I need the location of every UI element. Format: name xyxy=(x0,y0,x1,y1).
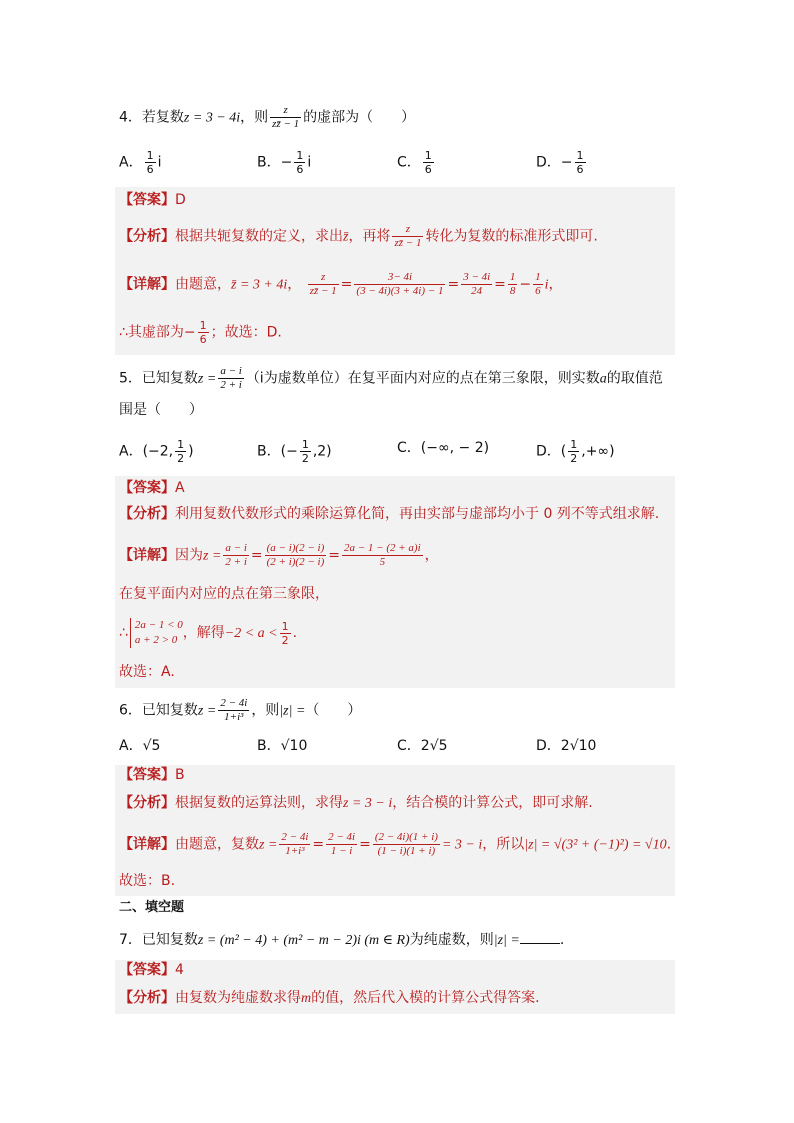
denominator: 6 xyxy=(199,333,207,346)
option-label: A． xyxy=(119,738,143,754)
option-left: (− xyxy=(280,443,298,460)
q6-option-c[interactable] xyxy=(397,736,448,756)
detail-fraction-3 xyxy=(373,831,440,858)
answer-value: A xyxy=(175,480,185,496)
numerator: 1 xyxy=(296,149,304,162)
option-text: (−∞, − 2) xyxy=(420,440,490,456)
option-text: 2√10 xyxy=(560,738,597,754)
q6-answer xyxy=(119,765,185,785)
analysis-fraction xyxy=(392,223,423,250)
numerator: 3 − 4i xyxy=(463,271,491,283)
answer-value: D xyxy=(175,192,186,208)
analysis-eq: z = 3 − i xyxy=(343,796,393,811)
q6-stem-text2: ，则 xyxy=(251,702,280,719)
q7-analysis xyxy=(119,988,540,1009)
detail-tag: 【详解】 xyxy=(119,276,175,293)
detail-text: 因为 xyxy=(175,547,203,564)
option-label: C． xyxy=(397,440,421,456)
inequality-1: 2a − 1 < 0 xyxy=(134,619,183,631)
q7-answer-blank[interactable] xyxy=(520,929,560,944)
option-text: √5 xyxy=(142,738,161,754)
denominator: zz̄ − 1 xyxy=(272,118,300,130)
q4-stem-eq: z = 3 − 4i xyxy=(183,110,241,126)
detail-modulus: |z| = √(3² + (−1)²) = √10 xyxy=(524,837,667,853)
option-label: A． xyxy=(119,154,143,171)
numerator: 1 xyxy=(576,149,584,162)
answer-tag: 【答案】 xyxy=(119,192,175,208)
option-label: B． xyxy=(257,738,281,754)
numerator: 2 − 4i xyxy=(281,831,309,843)
option-fraction xyxy=(575,149,586,176)
q5-option-d[interactable] xyxy=(536,438,615,465)
q4-option-b[interactable] xyxy=(257,149,311,176)
denominator: 6 xyxy=(146,163,154,176)
option-right: ,2) xyxy=(312,443,332,460)
inequality-system xyxy=(130,618,183,648)
inequality-2: a + 2 > 0 xyxy=(134,634,178,646)
analysis-var: m xyxy=(301,991,312,1006)
denominator: zz̄ − 1 xyxy=(309,285,337,297)
denominator: 2 xyxy=(281,633,289,647)
q7-stem xyxy=(119,929,564,951)
q4-analysis xyxy=(119,223,598,250)
analysis-text2: ，再将 xyxy=(348,228,391,245)
q4-stem xyxy=(119,104,415,131)
system-text: ，解得 xyxy=(182,625,225,641)
detail-fraction-4 xyxy=(508,271,518,298)
option-label: C． xyxy=(397,738,421,754)
option-right: ) xyxy=(188,443,194,460)
answer-tag: 【答案】 xyxy=(119,767,175,783)
q5-detail: 【详解】因为z = $\frac{a - i}{2 + i}$ = $\frac{(a - i)(2 - i)}{(2 + i)(2 - i)}$ = $\frac{2a - 1 - (2 + a)i}{5}$ ， xyxy=(119,542,439,568)
q6-conclusion: 故选：B. xyxy=(119,873,176,889)
numerator: z xyxy=(392,223,423,237)
denominator: 2 xyxy=(570,452,578,465)
detail-text2: ，所以 xyxy=(482,836,525,853)
option-label: C． xyxy=(397,154,421,171)
option-fraction xyxy=(145,149,156,176)
q5-stem-line2: 围是（ ） xyxy=(119,402,203,418)
denominator: 1+i³ xyxy=(224,711,244,723)
q7-stem-end: . xyxy=(559,932,565,948)
numerator: 3− 4i xyxy=(354,271,445,285)
q5-analysis xyxy=(119,504,659,524)
option-fraction xyxy=(294,149,305,176)
answer-tag: 【答案】 xyxy=(119,962,175,978)
analysis-tag: 【分析】 xyxy=(119,506,175,522)
option-suffix: i xyxy=(307,154,312,171)
q5-stem-text3: 的取值范 xyxy=(606,370,663,387)
denominator: 1+i³ xyxy=(285,845,305,857)
q6-solution-box xyxy=(115,765,675,896)
detail-end: ， xyxy=(424,547,439,564)
system-result: −2 < a < xyxy=(224,626,278,641)
q7-answer xyxy=(119,960,184,980)
numerator: 1 xyxy=(177,438,185,451)
denominator: 5 xyxy=(379,556,386,568)
option-label: D． xyxy=(536,443,561,460)
denominator: 8 xyxy=(509,285,516,297)
q6-option-b[interactable] xyxy=(257,736,307,756)
detail-text: 由题意， xyxy=(175,276,231,293)
detail-result: = 3 − i xyxy=(441,837,483,853)
option-fraction xyxy=(300,438,311,465)
option-prefix: − xyxy=(280,154,293,171)
q5-stem-z: z = xyxy=(197,371,217,387)
detail-fraction-2 xyxy=(265,542,327,569)
q5-answer xyxy=(119,478,185,498)
numerator: 1 xyxy=(570,438,578,451)
detail-i: i xyxy=(544,277,549,293)
q5-stem-text2: （i为虚数单位）在复平面内对应的点在第三象限，则实数 xyxy=(245,370,600,387)
q4-option-c[interactable] xyxy=(397,149,436,176)
therefore-symbol: ∴ xyxy=(119,625,128,641)
q5-solution-box xyxy=(115,476,675,688)
q4-stem-text3: 的虚部为（ ） xyxy=(303,109,416,126)
numerator: z xyxy=(270,104,301,118)
option-right: ,+∞) xyxy=(581,443,615,460)
answer-value: B xyxy=(175,767,185,783)
detail-fraction-1 xyxy=(308,271,339,298)
numerator: a − i xyxy=(225,542,247,554)
numerator: 1 xyxy=(301,438,309,451)
conclusion-fraction xyxy=(198,319,209,346)
detail-end: . xyxy=(666,836,672,853)
option-label: A． xyxy=(119,443,143,460)
detail-comma: ， xyxy=(287,276,302,293)
denominator: 6 xyxy=(296,163,304,176)
option-label: D． xyxy=(536,154,561,171)
q7-stem-eq: z = (m² − 4) + (m² − m − 2)i (m ∈ R) xyxy=(197,933,410,948)
q6-analysis xyxy=(119,793,593,814)
q4-stem-text2: ，则 xyxy=(240,109,269,126)
option-fraction xyxy=(423,149,434,176)
numerator: 1 xyxy=(509,271,516,283)
detail-fraction-2 xyxy=(354,271,445,298)
numerator: a − i xyxy=(220,365,242,377)
section-heading: 二、填空题 xyxy=(119,900,185,915)
q4-detail: 【详解】由题意，z̄ = 3 + 4i， $\frac{z}{zz̄ - 1}$ = $\frac{3- 4i}{(3 - 4i)(3 + 4i) - 1}$ = $\frac{3 - 4i}{24}$ = $\frac{1}{8}$ − $\frac{1}{6}$ i， xyxy=(119,271,563,297)
analysis-text: 根据复数的运算法则，求得 xyxy=(175,795,343,811)
numerator: 1 xyxy=(281,619,289,633)
denominator: 24 xyxy=(471,285,483,297)
option-fraction xyxy=(568,438,579,465)
detail-fraction-3 xyxy=(461,271,492,298)
q7-stem-text2: 为纯虚数，则 xyxy=(409,932,494,948)
detail-end: ， xyxy=(548,276,563,293)
detail-z: z = xyxy=(203,548,222,564)
analysis-text2: ，结合模的计算公式，即可求解. xyxy=(392,795,593,811)
q7-stem-mod: |z| = xyxy=(493,933,520,948)
q5-system xyxy=(119,618,297,648)
q7-solution-box xyxy=(115,960,675,1014)
denominator: 2 xyxy=(301,452,309,465)
q6-option-d[interactable] xyxy=(536,736,596,756)
denominator: 2 + i xyxy=(220,379,242,391)
answer-value: 4 xyxy=(175,962,184,978)
detail-text: 由题意，复数 xyxy=(175,836,259,853)
system-end: . xyxy=(292,625,298,641)
analysis-tag: 【分析】 xyxy=(119,795,175,811)
denominator: (2 + i)(2 − i) xyxy=(266,556,325,568)
option-text: 2√5 xyxy=(420,738,448,754)
numerator: 2 − 4i xyxy=(220,697,248,709)
denominator: 1 − i xyxy=(330,845,353,857)
denominator: (1 − i)(1 + i) xyxy=(377,845,436,857)
numerator: 2a − 1 − (2 + a)i xyxy=(343,542,421,554)
analysis-tag: 【分析】 xyxy=(119,228,175,245)
q6-stem-text: 6．已知复数 xyxy=(119,702,198,719)
analysis-tag: 【分析】 xyxy=(119,990,175,1006)
q5-option-c[interactable] xyxy=(397,438,489,458)
numerator: 1 xyxy=(199,319,207,332)
analysis-text2: 的值，然后代入模的计算公式得答案. xyxy=(311,990,540,1006)
denominator: (3 − 4i)(3 + 4i) − 1 xyxy=(356,285,444,297)
numerator: 1 xyxy=(535,271,541,283)
q5-stem-text: 5．已知复数 xyxy=(119,370,198,387)
conclusion-text: ∴其虚部为 xyxy=(119,324,184,341)
option-suffix: i xyxy=(157,154,162,171)
q4-stem-text: 4．若复数 xyxy=(119,109,184,126)
analysis-text3: 转化为复数的标准形式即可. xyxy=(425,228,598,245)
analysis-text: 利用复数代数形式的乘除运算化简，再由实部与虚部均小于 0 列不等式组求解. xyxy=(175,506,660,522)
numerator: 1 xyxy=(146,149,154,162)
detail-fraction-5 xyxy=(533,271,543,298)
option-fraction xyxy=(175,438,186,465)
detail-eq: z̄ = 3 + 4i xyxy=(231,277,288,293)
q4-option-d[interactable] xyxy=(536,149,588,176)
q5-conclusion: 故选：A. xyxy=(119,664,175,680)
q6-stem-fraction xyxy=(218,697,249,724)
conclusion-minus: − xyxy=(183,324,196,341)
q5-option-b[interactable] xyxy=(257,438,332,465)
q5-detail-line2: 在复平面内对应的点在第三象限， xyxy=(119,586,329,602)
option-prefix: − xyxy=(560,154,573,171)
denominator: zz̄ − 1 xyxy=(394,237,422,249)
option-text: √10 xyxy=(280,738,308,754)
denominator: 2 + i xyxy=(225,556,247,568)
numerator: z xyxy=(308,271,339,285)
q4-stem-fraction xyxy=(270,104,301,131)
option-left: (−2, xyxy=(142,443,174,460)
detail-fraction-2 xyxy=(326,831,357,858)
detail-fraction-1 xyxy=(223,542,248,569)
detail-tag: 【详解】 xyxy=(119,836,175,853)
detail-fraction-1 xyxy=(279,831,310,858)
analysis-text: 由复数为纯虚数求得 xyxy=(175,990,301,1006)
q6-option-a[interactable] xyxy=(119,736,160,756)
denominator: 6 xyxy=(424,163,432,176)
option-label: B． xyxy=(257,443,281,460)
q6-stem-text3: （ ） xyxy=(305,702,362,719)
conclusion-text2: ；故选：D. xyxy=(210,324,282,341)
q4-answer xyxy=(119,190,186,210)
option-label: B． xyxy=(257,154,281,171)
q5-stem-var: a xyxy=(599,371,607,387)
detail-tag: 【详解】 xyxy=(119,547,175,564)
q4-option-a[interactable] xyxy=(119,149,161,176)
q5-stem xyxy=(119,365,663,392)
detail-z: z = xyxy=(259,837,278,853)
q5-stem-fraction xyxy=(218,365,243,392)
analysis-text: 根据共轭复数的定义，求出 xyxy=(175,228,343,245)
numerator: 1 xyxy=(424,149,432,162)
denominator: 6 xyxy=(576,163,584,176)
denominator: 2 xyxy=(177,452,185,465)
q7-stem-text: 7．已知复数 xyxy=(119,932,198,948)
denominator: 6 xyxy=(535,285,541,297)
detail-fraction-3 xyxy=(342,542,423,569)
numerator: (a − i)(2 − i) xyxy=(266,542,325,554)
option-left: ( xyxy=(560,443,567,460)
option-label: D． xyxy=(536,738,561,754)
answer-tag: 【答案】 xyxy=(119,480,175,496)
q4-conclusion xyxy=(119,319,282,346)
q6-stem-mod: |z| = xyxy=(279,703,306,719)
analysis-zbar: z̄ xyxy=(343,229,349,245)
numerator: 2 − 4i xyxy=(328,831,356,843)
q6-detail: 【详解】由题意，复数z = $\frac{2 - 4i}{\text{1+i³}}$ = $\frac{2 - 4i}{1 - i}$ = $\frac{(2 - 4i)(1 + i)}{(1 - i)(1 + i)}$ = 3 − i，所以|z| = √(3² + (−1)²) = √10. xyxy=(119,831,672,857)
q6-stem xyxy=(119,697,361,724)
system-fraction xyxy=(280,620,291,647)
q6-stem-z: z = xyxy=(197,703,217,719)
q4-solution-box xyxy=(115,187,675,355)
numerator: (2 − 4i)(1 + i) xyxy=(374,831,438,843)
q5-option-a[interactable] xyxy=(119,438,194,465)
